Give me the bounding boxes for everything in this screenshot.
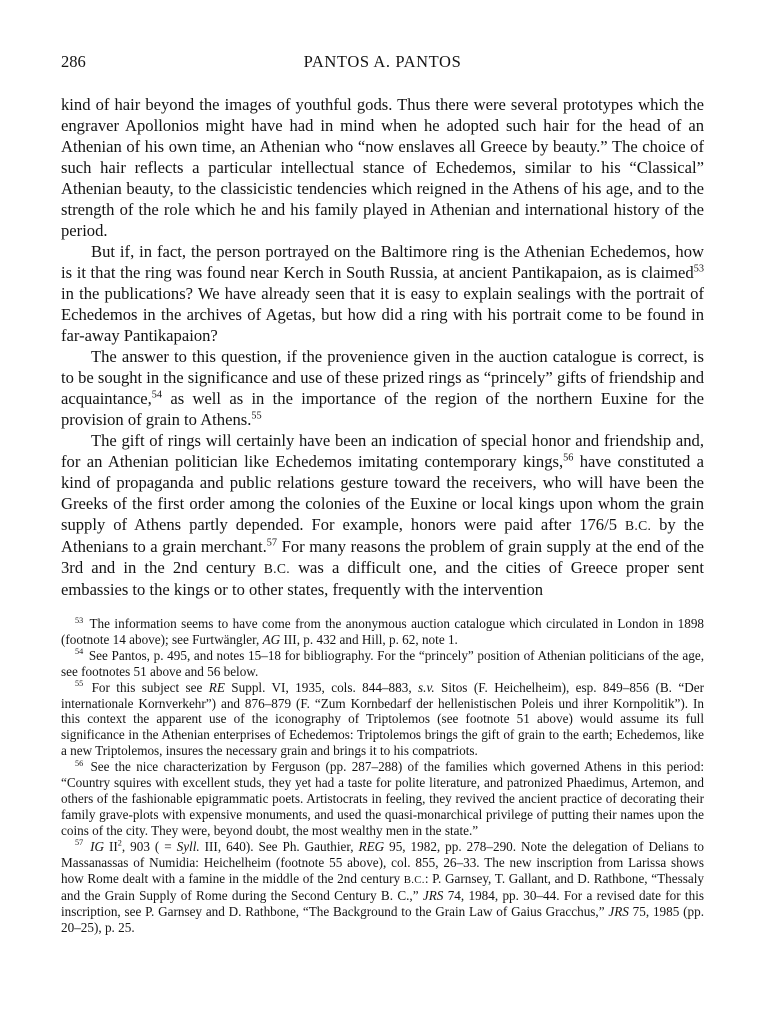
footnote: $^{53}$ The information seems to have come from the anonymous auction catalogue which circulated in London in 1898 (footnote 14 above); see Furtwängler, AG III, p. 432 and Hill, p. 62, note 1. [61, 615, 705, 647]
page-content [61, 52, 704, 936]
paragraph: But if, in fact, the person portrayed on the Baltimore ring is the Athenian Echedemos, how is it that the ring was found near Kerch in South Russia, at ancient Pantikapaion, as is claimed$^{53}$ in the publications? We have already seen that it is easy to explain sealings with the portrait of Echedemos in the archives of Agetas, but how did a ring with his portrait come to be found in far-away Pantikapaion? [61, 242, 704, 345]
footnote-number: 56 [75, 758, 84, 768]
footnote-number: 57 [75, 838, 84, 848]
footnote-number: 53 [75, 615, 84, 625]
running-title: PANTOS A. PANTOS [303, 52, 462, 71]
page-header [61, 52, 704, 72]
footnotes [61, 616, 704, 936]
footnote-number: 54 [75, 647, 84, 657]
footnote: $^{56}$ See the nice characterization by Ferguson (pp. 287–288) of the families which governed Athens in this period: “Country squires with excellent studs, they yet had a taste for polite literature, and patronized Phaedimus, Artemon, and others of the fashionable epigrammatic poets. Artistocrats in feeling, they revived the ancient practice of decorating their family grave-plots with expensive monuments, and used the quasi-monarchical privilege of putting their names upon the coins of the city. They were, beyond doubt, the most wealthy men in the state.” [61, 758, 705, 838]
body-text [61, 94, 704, 600]
paragraph: kind of hair beyond the images of youthful gods. Thus there were several prototypes which the engraver Apollonios might have had in mind when he adopted such hair for the head of an Athenian of his own time, an Athenian who “now enslaves all Greece by beauty.” The choice of such hair reflects a particular intellectual stance of Echedemos, similar to his “Classical” Athenian beauty, to the classicistic tendencies which reigned in the Athens of his age, and to the strength of the role which he and his family played in Athenian and international history of the period. [61, 95, 704, 240]
footnote: $^{57}$ IG $II^2$, 903 ( = Syll. III, 640). See Ph. Gauthier, REG 95, 1982, pp. 278–290. Note the delegation of Delians to Massanassas of Numidia: Heichelheim (footnote 55 above), col. 855, 26–33. The new inscription from Larissa shows how Rome dealt with a famine in the middle of the 2nd century B.C.: P. Garnsey, T. Gallant, and D. Rathbone, “Thessaly and the Grain Supply of Rome during the Second Century B. C.,” JRS 74, 1984, pp. 30–44. For a revised date for this inscription, see P. Garnsey and D. Rathbone, “The Background to the Grain Law of Gaius Gracchus,” JRS 75, 1985 (pp. 20–25), p. 25. [61, 838, 704, 936]
paragraph: The answer to this question, if the provenience given in the auction catalogue is correct, is to be sought in the significance and use of these prized rings as “princely” gifts of friendship and acquaintance,$^{54}$ as well as in the importance of the region of the northern Euxine for the provision of grain to Athens.$^{55}$ [61, 347, 704, 429]
footnote: $^{55}$ For this subject see RE Suppl. VI, 1935, cols. 844–883, s.v. Sitos (F. Heichelheim), esp. 849–856 (B. “Der internationale Kornverkehr”) and 876–879 (F. “Zum Kornbedarf der hellenistischen Poleis und ihrer Kornpolitik”). In this context the apparent use of the iconography of Triptolemos (see footnote 51 above) would assume its full significance in the Athenian enterprises of Echedemos: Triptolemos brings the gift of grain to the earth; Echedemos, like a new Triptolemos, insures the necessary grain and brings it to his compatriots. [61, 679, 705, 759]
paragraph: The gift of rings will certainly have been an indication of special honor and friendship and, for an Athenian politician like Echedemos imitating contemporary kings,$^{56}$ have constituted a kind of propaganda and public relations gesture toward the receivers, who will have been the Greeks of the first order among the colonies of the Euxine or local kings upon whom the grain supply of Athens partly depended. For example, honors were paid after 176/5 B.C. by the Athenians to a grain merchant.$^{57}$ For many reasons the problem of grain supply at the end of the 3rd and in the 2nd century B.C. was a difficult one, and the cities of Greece proper sent embassies to the kings or to other states, frequently with the intervention [61, 431, 705, 599]
page-number: 286 [61, 52, 86, 71]
footnote: $^{54}$ See Pantos, p. 495, and notes 15–18 for bibliography. For the “princely” position of Athenian politicians of the age, see footnotes 51 above and 56 below. [61, 647, 705, 679]
footnote-number: 55 [75, 679, 84, 689]
